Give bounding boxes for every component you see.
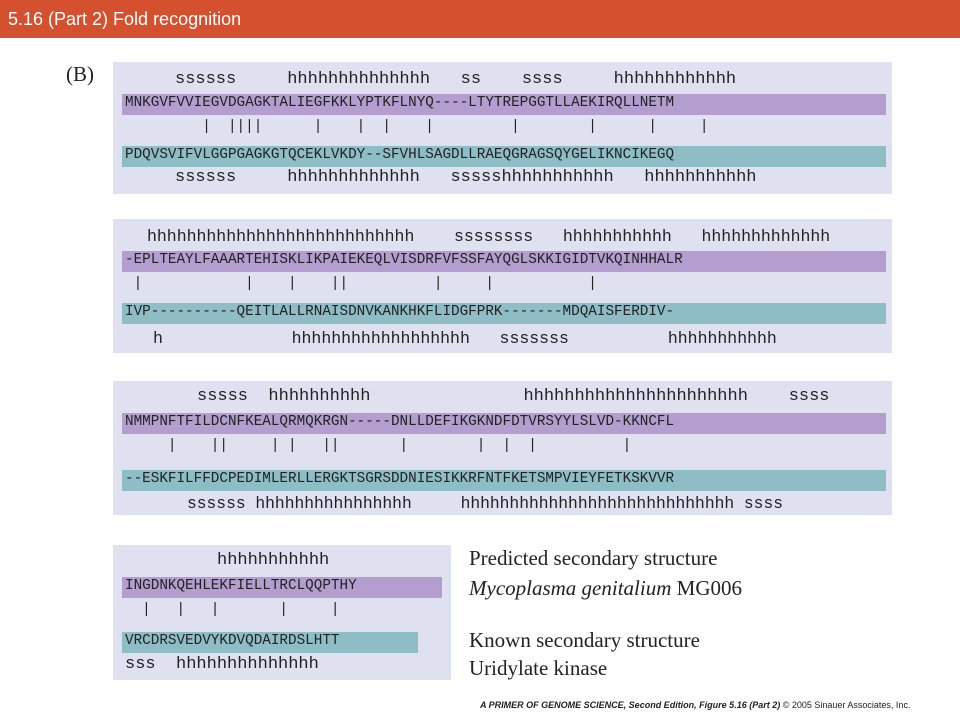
- legend-gene: MG006: [676, 576, 742, 600]
- footer-copyright: © 2005 Sinauer Associates, Inc.: [782, 700, 911, 710]
- known-ss-row: ssssss hhhhhhhhhhhhh ssssshhhhhhhhhhh hhhhhhhhhhh: [175, 168, 757, 187]
- known-ss-row: sss hhhhhhhhhhhhhh: [125, 655, 319, 674]
- known-sequence: VRCDRSVEDVYKDVQDAIRDSLHTT: [125, 633, 340, 649]
- legend-known-label: Known secondary structure: [469, 628, 700, 652]
- known-sequence: PDQVSVIFVLGGPGAGKGTQCEKLVKDY--SFVHLSAGDLLRAEQGRAGSQYGELIKNCIKEGQ: [125, 147, 675, 163]
- legend-protein: Uridylate kinase: [469, 656, 608, 680]
- known-ss-row: h hhhhhhhhhhhhhhhhhh sssssss hhhhhhhhhhh: [153, 329, 777, 348]
- known-sequence: --ESKFILFFDCPEDIMLERLLERGKTSGRSDDNIESIKKRFNTFKETSMPVIEYFETKSKVVR: [125, 471, 675, 487]
- predicted-sequence: INGDNKQEHLEKFIELLTRCLQQPTHY: [125, 578, 357, 594]
- known-ss-row: ssssss hhhhhhhhhhhhhhhh hhhhhhhhhhhhhhhhhhhhhhhhhhhh ssss: [187, 494, 783, 513]
- predicted-ss-row: sssss hhhhhhhhhh hhhhhhhhhhhhhhhhhhhhhh ssss: [197, 387, 830, 406]
- match-row: | |||| | | | | | | | |: [125, 119, 709, 135]
- alignment-block-1: [113, 62, 892, 194]
- title-bar: [0, 0, 960, 38]
- panel-label: (B): [66, 62, 94, 86]
- slide-title: 5.16 (Part 2) Fold recognition: [8, 9, 242, 29]
- alignment-block-2: [113, 219, 892, 353]
- footer-book: A PRIMER OF GENOME SCIENCE, Second Edition, Figure 5.16 (Part 2): [480, 700, 781, 710]
- predicted-sequence: MNKGVFVVIEGVDGAGKTALIEGFKKLYPTKFLNYQ----LTYTREPGGTLLAEKIRQLLNETM: [125, 95, 675, 111]
- predicted-sequence: NMMPNFTFILDCNFKEALQRMQKRGN-----DNLLDEFIKGKNDFDTVRSYYLSLVD-KKNCFL: [125, 414, 675, 430]
- legend-predicted-label: Predicted secondary structure: [469, 546, 718, 570]
- match-row: | | | || | | |: [125, 276, 597, 292]
- alignment-block-4: [113, 545, 451, 680]
- match-row: | || | | || | | | | |: [125, 438, 632, 454]
- alignment-block-3: [113, 381, 892, 515]
- legend-organism: Mycoplasma genitalium: [469, 576, 672, 600]
- legend-organism-line: [469, 576, 742, 601]
- predicted-ss-row: hhhhhhhhhhhhhhhhhhhhhhhhhhh ssssssss hhhhhhhhhhh hhhhhhhhhhhhh: [147, 227, 831, 246]
- predicted-ss-row: ssssss hhhhhhhhhhhhhh ss ssss hhhhhhhhhhhh: [175, 70, 737, 89]
- predicted-ss-row: hhhhhhhhhhh: [217, 551, 330, 570]
- match-row: | | | | |: [125, 602, 340, 618]
- footer-credit: [480, 700, 910, 710]
- known-sequence: IVP----------QEITLALLRNAISDNVKANKHKFLIDGFPRK-------MDQAISFERDIV-: [125, 304, 675, 320]
- predicted-sequence: -EPLTEAYLFAAARTEHISKLIKPAIEKEQLVISDRFVFSSFAYQGLSKKIGIDTVKQINHHALR: [125, 252, 683, 268]
